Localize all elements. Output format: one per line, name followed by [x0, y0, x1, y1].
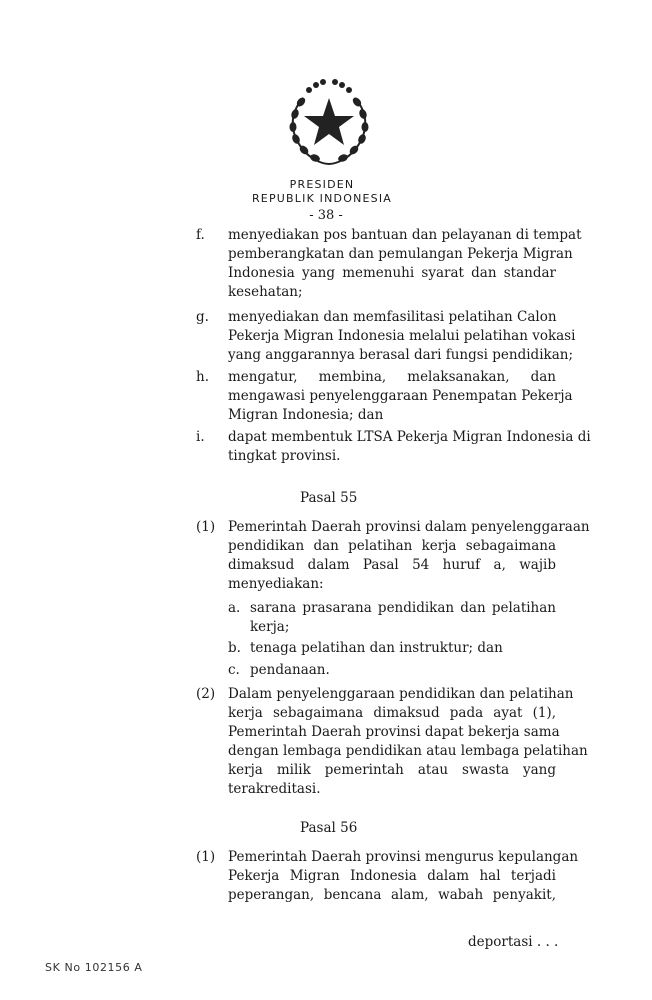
text-line: dapat membentuk LTSA Pekerja Migran Indonesia di: [228, 429, 591, 445]
text-line: kerja sebagaimana dimaksud pada ayat (1),: [228, 705, 556, 721]
text-line: pemberangkatan dan pemulangan Pekerja Migran: [228, 246, 573, 262]
text-line: kerja;: [250, 619, 290, 635]
text-line: mengawasi penyelenggaraan Penempatan Pekerja: [228, 388, 573, 404]
subitem-text: [250, 639, 556, 658]
item-marker: i.: [196, 429, 205, 445]
list-item: [228, 308, 576, 365]
list-item: [228, 428, 591, 466]
text-line: menyediakan dan memfasilitasi pelatihan Calon: [228, 309, 557, 325]
text-line: Pemerintah Daerah provinsi mengurus kepulangan: [228, 849, 579, 865]
subitem-marker: c.: [228, 662, 240, 678]
pasal-56-heading: Pasal 56: [300, 820, 358, 836]
ayat-2-text: [228, 685, 588, 799]
text-line: peperangan, bencana alam, wabah penyakit,: [228, 887, 556, 903]
ayat-marker: (1): [196, 519, 216, 535]
text-line: Pekerja Migran Indonesia dalam hal terjadi: [228, 868, 556, 884]
subitem-marker: a.: [228, 600, 241, 616]
text-line: dimaksud dalam Pasal 54 huruf a, wajib: [228, 557, 556, 573]
continuation-word: deportasi . . .: [468, 934, 559, 950]
text-line: yang anggarannya berasal dari fungsi pendidikan;: [228, 347, 573, 363]
text-line: sarana prasarana pendidikan dan pelatihan: [250, 600, 556, 616]
ayat-marker: (2): [196, 686, 216, 702]
subitem-text: [250, 661, 556, 680]
text-line: Pekerja Migran Indonesia melalui pelatihan vokasi: [228, 328, 576, 344]
list-item: [228, 368, 573, 425]
text-line: mengatur, membina, melaksanakan, dan: [228, 369, 556, 385]
header-republik-indonesia: REPUBLIK INDONESIA: [251, 192, 393, 205]
page-number: - 38 -: [309, 208, 343, 223]
text-line: pendanaan.: [250, 662, 330, 678]
text-line: tenaga pelatihan dan instruktur; dan: [250, 640, 503, 656]
text-line: kerja milik pemerintah atau swasta yang: [228, 762, 556, 778]
text-line: Migran Indonesia; dan: [228, 407, 384, 423]
text-line: Indonesia yang memenuhi syarat dan standar: [228, 265, 556, 281]
text-line: menyediakan:: [228, 576, 324, 592]
ayat-marker: (1): [196, 849, 216, 865]
text-line: menyediakan pos bantuan dan pelayanan di tempat: [228, 227, 582, 243]
text-line: Pemerintah Daerah provinsi dalam penyelenggaraan: [228, 519, 590, 535]
item-marker: g.: [196, 309, 209, 325]
ayat-1-text: [228, 848, 579, 905]
pasal-55-heading: Pasal 55: [300, 490, 358, 506]
list-item: [228, 226, 582, 302]
item-marker: f.: [196, 227, 205, 243]
subitem-text: [250, 599, 556, 637]
text-line: kesehatan;: [228, 284, 303, 300]
item-marker: h.: [196, 369, 209, 385]
sk-number: SK No 102156 A: [45, 961, 143, 974]
text-line: dengan lembaga pendidikan atau lembaga pelatihan: [228, 743, 588, 759]
text-line: Dalam penyelenggaraan pendidikan dan pelatihan: [228, 686, 574, 702]
header-presiden: PRESIDEN: [289, 178, 355, 191]
text-line: terakreditasi.: [228, 781, 321, 797]
garuda-star-emblem: [283, 76, 375, 168]
text-line: pendidikan dan pelatihan kerja sebagaimana: [228, 538, 556, 554]
text-line: Pemerintah Daerah provinsi dapat bekerja sama: [228, 724, 560, 740]
ayat-1-text: [228, 518, 590, 594]
text-line: tingkat provinsi.: [228, 448, 341, 464]
subitem-marker: b.: [228, 640, 241, 656]
